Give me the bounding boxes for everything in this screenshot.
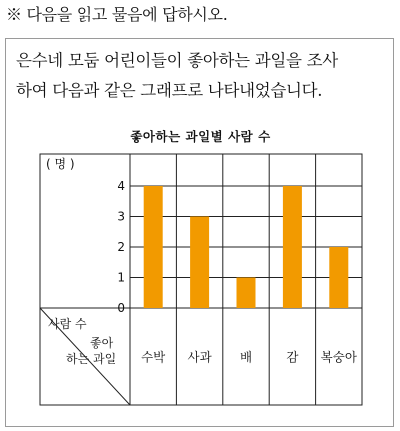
x-axis-corner-label-line2: 하는 과일 [66,352,117,366]
y-tick-label: 1 [117,270,125,285]
y-tick-label: 3 [117,209,125,224]
category-label: 복숭아 [320,349,357,365]
bar-복숭아 [329,247,348,308]
category-label: 사과 [187,349,212,365]
category-label: 배 [239,349,253,365]
question-card [5,38,394,427]
bar-사과 [190,217,209,309]
y-tick-label: 2 [117,240,125,254]
chart-title: 좋아하는 과일별 사람 수 [130,129,271,144]
y-axis-title: ( 명 ) [46,157,75,171]
question-line-1: 은수네 모둠 어린이들이 좋아하는 과일을 조사 [16,51,338,70]
y-axis-corner-label: 사람 수 [48,317,87,331]
bar-chart [6,39,395,428]
bar-배 [237,278,256,309]
bar-수박 [144,186,163,308]
bar-감 [283,186,302,308]
question-line-2: 하여 다음과 같은 그래프로 나타내었습니다. [16,81,323,100]
category-label: 감 [286,349,299,365]
instruction-text: ※ 다음을 읽고 물음에 답하시오. [6,5,228,24]
y-tick-label: 0 [117,301,125,315]
x-axis-corner-label-line1: 좋아 [90,336,114,350]
y-tick-label: 4 [117,179,125,193]
category-label: 수박 [141,349,166,365]
